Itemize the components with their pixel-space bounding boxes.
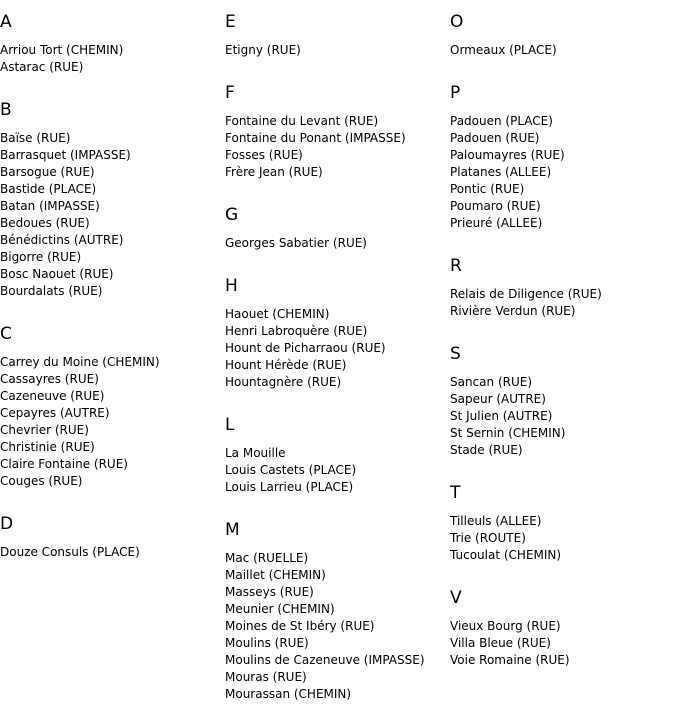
street-link[interactable]: Maillet (CHEMIN) (225, 568, 326, 582)
street-list (450, 618, 675, 669)
letter-heading: D (0, 514, 14, 534)
street-item (225, 130, 450, 147)
letter-group (225, 193, 450, 264)
letter-group (0, 88, 225, 312)
street-link[interactable]: Carrey du Moine (CHEMIN) (0, 355, 160, 369)
street-link[interactable]: Couges (RUE) (0, 474, 83, 488)
street-link[interactable]: Douze Consuls (PLACE) (0, 545, 140, 559)
street-item (450, 391, 675, 408)
street-item (450, 547, 675, 564)
street-item (0, 249, 225, 266)
letter-heading: P (450, 83, 461, 103)
street-list (450, 286, 675, 320)
street-item (450, 198, 675, 215)
street-list (450, 113, 675, 232)
street-item (225, 669, 450, 686)
street-item (450, 286, 675, 303)
street-link[interactable]: Poumaro (RUE) (450, 199, 541, 213)
street-item (225, 357, 450, 374)
street-item (0, 164, 225, 181)
street-link[interactable]: Mouras (RUE) (225, 670, 307, 684)
street-item (450, 113, 675, 130)
street-item (450, 442, 675, 459)
letter-heading: A (0, 12, 12, 32)
street-item (450, 164, 675, 181)
street-link[interactable]: Paloumayres (RUE) (450, 148, 565, 162)
street-item (0, 181, 225, 198)
street-item (450, 303, 675, 320)
street-link[interactable]: Henri Labroquère (RUE) (225, 324, 368, 338)
letter-heading: T (450, 483, 461, 503)
street-link[interactable]: Relais de Diligence (RUE) (450, 287, 602, 301)
street-list (450, 42, 675, 59)
letter-heading: F (225, 83, 235, 103)
letter-group (0, 0, 225, 88)
street-link[interactable]: Claire Fontaine (RUE) (0, 457, 128, 471)
street-item (0, 371, 225, 388)
street-item (0, 232, 225, 249)
letter-heading: R (450, 256, 462, 276)
street-link[interactable]: Moulins (RUE) (225, 636, 309, 650)
street-link[interactable]: Trie (ROUTE) (450, 531, 526, 545)
street-link[interactable]: Georges Sabatier (RUE) (225, 236, 367, 250)
street-item (225, 164, 450, 181)
street-link[interactable]: Platanes (ALLEE) (450, 165, 552, 179)
street-link[interactable]: Hount Hérède (RUE) (225, 358, 347, 372)
street-link[interactable]: Etigny (RUE) (225, 43, 301, 57)
street-list (225, 445, 450, 496)
street-item (450, 130, 675, 147)
street-link[interactable]: Bénédictins (AUTRE) (0, 233, 124, 247)
letter-group (225, 508, 450, 715)
street-list (225, 113, 450, 181)
letter-group (450, 576, 675, 681)
street-link[interactable]: Sapeur (AUTRE) (450, 392, 546, 406)
street-item (225, 306, 450, 323)
street-link[interactable]: Astarac (RUE) (0, 60, 84, 74)
letter-group (225, 264, 450, 403)
street-link[interactable]: Cazeneuve (RUE) (0, 389, 105, 403)
letter-heading: S (450, 344, 461, 364)
letter-group (225, 0, 450, 71)
letter-heading: B (0, 100, 12, 120)
street-item (0, 388, 225, 405)
street-link[interactable]: Haouet (CHEMIN) (225, 307, 330, 321)
street-link[interactable]: Moines de St Ibéry (RUE) (225, 619, 375, 633)
street-item (0, 456, 225, 473)
street-item (0, 266, 225, 283)
street-link[interactable]: Padouen (PLACE) (450, 114, 553, 128)
letter-heading: M (225, 520, 240, 540)
street-link[interactable]: Bastide (PLACE) (0, 182, 97, 196)
street-link[interactable]: Cassayres (RUE) (0, 372, 99, 386)
letter-group (0, 502, 225, 573)
street-item (225, 113, 450, 130)
street-link[interactable]: Bigorre (RUE) (0, 250, 82, 264)
street-link[interactable]: Louis Castets (PLACE) (225, 463, 357, 477)
street-item (225, 567, 450, 584)
street-item (450, 652, 675, 669)
street-item (225, 479, 450, 496)
street-list (225, 550, 450, 703)
street-link[interactable]: Baïse (RUE) (0, 131, 71, 145)
street-item (225, 323, 450, 340)
street-item (450, 513, 675, 530)
street-link[interactable]: Villa Bleue (RUE) (450, 636, 551, 650)
street-item (225, 42, 450, 59)
letter-group (450, 332, 675, 471)
street-list (225, 235, 450, 252)
street-link[interactable]: Moulins de Cazeneuve (IMPASSE) (225, 653, 425, 667)
street-item (0, 405, 225, 422)
street-link[interactable]: Voie Romaine (RUE) (450, 653, 570, 667)
street-list (450, 513, 675, 564)
street-link[interactable]: Fosses (RUE) (225, 148, 303, 162)
street-link[interactable]: Barsogue (RUE) (0, 165, 95, 179)
index-column-3 (450, 0, 675, 681)
street-item (225, 601, 450, 618)
letter-heading: E (225, 12, 236, 32)
street-link[interactable]: Masseys (RUE) (225, 585, 314, 599)
street-item (0, 354, 225, 371)
street-list (450, 374, 675, 459)
street-link[interactable]: Bourdalats (RUE) (0, 284, 103, 298)
street-item (0, 147, 225, 164)
street-link[interactable]: St Julien (AUTRE) (450, 409, 553, 423)
street-link[interactable]: St Sernin (CHEMIN) (450, 426, 566, 440)
street-item (450, 425, 675, 442)
street-list (225, 306, 450, 391)
street-link[interactable]: Arriou Tort (CHEMIN) (0, 43, 124, 57)
street-link[interactable]: La Mouille (225, 446, 286, 460)
street-item (225, 235, 450, 252)
street-item (0, 473, 225, 490)
street-item (0, 59, 225, 76)
street-item (0, 42, 225, 59)
letter-heading: L (225, 415, 235, 435)
street-item (225, 445, 450, 462)
street-item (225, 584, 450, 601)
street-item (450, 374, 675, 391)
street-item (225, 652, 450, 669)
index-column-1 (0, 0, 225, 573)
street-link[interactable]: Stade (RUE) (450, 443, 523, 457)
street-link[interactable]: Pontic (RUE) (450, 182, 525, 196)
street-link[interactable]: Batan (IMPASSE) (0, 199, 100, 213)
street-link[interactable]: Bedoues (RUE) (0, 216, 90, 230)
street-item (225, 550, 450, 567)
street-item (450, 42, 675, 59)
street-item (0, 215, 225, 232)
street-link[interactable]: Cepayres (AUTRE) (0, 406, 110, 420)
street-list (0, 130, 225, 300)
street-link[interactable]: Mac (RUELLE) (225, 551, 309, 565)
letter-heading: H (225, 276, 238, 296)
street-item (450, 181, 675, 198)
street-link[interactable]: Meunier (CHEMIN) (225, 602, 335, 616)
street-link[interactable]: Christinie (RUE) (0, 440, 95, 454)
street-link[interactable]: Chevrier (RUE) (0, 423, 89, 437)
index-column-2 (225, 0, 450, 715)
street-link[interactable]: Ormeaux (PLACE) (450, 43, 557, 57)
street-link[interactable]: Mourassan (CHEMIN) (225, 687, 352, 701)
street-list (0, 544, 225, 561)
street-item (225, 147, 450, 164)
letter-heading: G (225, 205, 239, 225)
street-link[interactable]: Hount de Picharraou (RUE) (225, 341, 386, 355)
letter-heading: O (450, 12, 464, 32)
street-item (450, 408, 675, 425)
street-list (225, 42, 450, 59)
street-item (225, 686, 450, 703)
letter-group (225, 403, 450, 508)
street-item (225, 462, 450, 479)
street-link[interactable]: Vieux Bourg (RUE) (450, 619, 561, 633)
street-link[interactable]: Frère Jean (RUE) (225, 165, 323, 179)
street-item (0, 439, 225, 456)
street-link[interactable]: Hountagnère (RUE) (225, 375, 342, 389)
street-link[interactable]: Fontaine du Levant (RUE) (225, 114, 379, 128)
street-link[interactable]: Louis Larrieu (PLACE) (225, 480, 354, 494)
letter-group (450, 471, 675, 576)
street-item (450, 215, 675, 232)
street-link[interactable]: Prieuré (ALLEE) (450, 216, 543, 230)
street-item (0, 422, 225, 439)
letter-group (450, 244, 675, 332)
street-link[interactable]: Tilleuls (ALLEE) (450, 514, 542, 528)
street-item (0, 130, 225, 147)
street-item (225, 635, 450, 652)
street-item (450, 147, 675, 164)
street-item (0, 198, 225, 215)
street-item (450, 530, 675, 547)
letter-group (450, 71, 675, 244)
street-item (225, 374, 450, 391)
street-link[interactable]: Sancan (RUE) (450, 375, 533, 389)
street-link[interactable]: Barrasquet (IMPASSE) (0, 148, 131, 162)
letter-heading: V (450, 588, 462, 608)
street-link[interactable]: Bosc Naouet (RUE) (0, 267, 114, 281)
street-item (0, 283, 225, 300)
letter-group (0, 312, 225, 502)
street-item (450, 635, 675, 652)
street-list (0, 42, 225, 76)
street-link[interactable]: Padouen (RUE) (450, 131, 540, 145)
street-item (225, 618, 450, 635)
street-item (0, 544, 225, 561)
letter-group (225, 71, 450, 193)
letter-group (450, 0, 675, 71)
letter-heading: C (0, 324, 12, 344)
street-item (450, 618, 675, 635)
street-list (0, 354, 225, 490)
street-link[interactable]: Fontaine du Ponant (IMPASSE) (225, 131, 406, 145)
street-link[interactable]: Tucoulat (CHEMIN) (450, 548, 562, 562)
street-link[interactable]: Rivière Verdun (RUE) (450, 304, 576, 318)
street-item (225, 340, 450, 357)
